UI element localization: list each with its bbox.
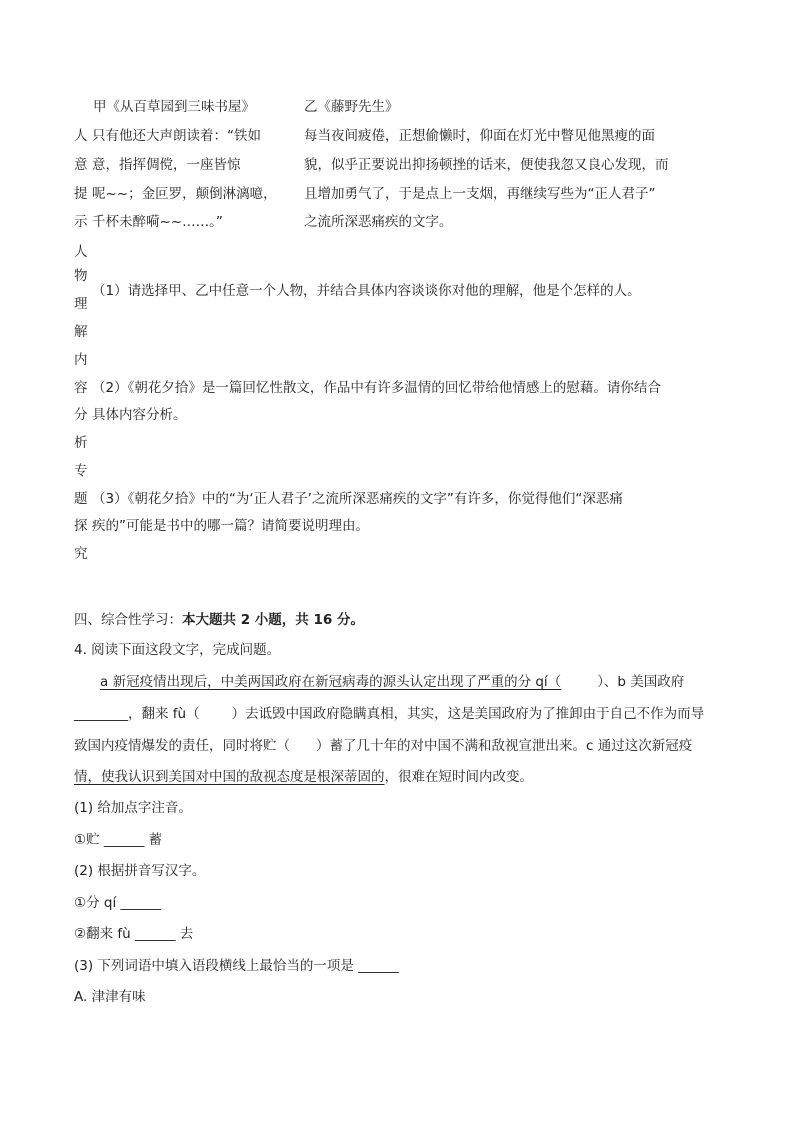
- yi-line: 之流所深恶痛疾的文字。: [304, 214, 453, 230]
- sub-question-2-item-1: ①分 qí ______: [74, 895, 162, 911]
- passage-text: ）、b 美国政府: [597, 674, 685, 690]
- question-2-line2: 具体内容分析。: [92, 407, 187, 423]
- side-label-char: 探: [74, 518, 88, 534]
- passage-text: ）: [231, 706, 246, 722]
- passage-line-2: [74, 704, 704, 724]
- sub-question-2: (2) 根据拼音写汉字。: [74, 863, 206, 879]
- passage-c-underlined: 情，使我认识到美国对中国的敌视态度是根深蒂固的: [74, 769, 385, 785]
- side-label-char: 究: [74, 546, 88, 562]
- jia-line: 千杯未醉嗬~~……。”: [92, 214, 223, 230]
- side-label-char: 分: [74, 407, 88, 423]
- section-heading-prefix: 四、综合性学习：: [74, 612, 182, 628]
- row-label-char: 示: [74, 214, 88, 230]
- side-label-char: 析: [74, 435, 88, 451]
- side-label-char: 专: [74, 463, 88, 479]
- jia-line: 只有他还大声朗读着：“铁如: [92, 128, 261, 144]
- option-a: A. 津津有味: [74, 989, 146, 1005]
- side-label-char: 题: [74, 491, 88, 507]
- passage-text: 去诋毁中国政府隐瞒真相，其实，这是美国政府为了推卸由于自己不作为而导: [245, 706, 705, 722]
- yi-line: 每当夜间疲倦，正想偷懒时，仰面在灯光中瞥见他黑瘦的面: [304, 128, 655, 144]
- side-label-char: 解: [74, 324, 88, 340]
- passage-a-underlined: a 新冠疫情出现后，中美两国政府在新冠病毒的源头认定出现了严重的分 qí（: [100, 674, 562, 690]
- header-yi: 乙《藤野先生》: [304, 99, 399, 115]
- question-4-title: 4. 阅读下面这段文字，完成问题。: [74, 642, 281, 658]
- fill-blank: ________: [74, 706, 128, 722]
- passage-line-3: [74, 736, 692, 756]
- side-label-char: 内: [74, 352, 88, 368]
- sub-question-1-item: ①贮 ______ 蓄: [74, 832, 163, 848]
- passage-line-1: [100, 672, 684, 692]
- question-1: （1）请选择甲、乙中任意一个人物，并结合具体内容谈谈你对他的理解，他是个怎样的人。: [92, 283, 641, 299]
- row-label-char: 人: [74, 128, 88, 144]
- yi-line: 貌，似乎正要说出抑扬顿挫的话来，便使我忽又良心发现，而: [304, 157, 669, 173]
- sub-question-1: (1) 给加点字注音。: [74, 800, 192, 816]
- question-3-line1: （3）《朝花夕拾》中的“为‘正人君子’之流所深恶痛疾的文字”有许多，你觉得他们“深恶痛: [92, 491, 623, 507]
- passage-text: ）蓄了几十年的对中国不满和敌视宣泄出来。c 通过这次新冠疫: [316, 738, 693, 754]
- section-heading: [74, 610, 364, 630]
- jia-line: 呢~~；金叵罗，颠倒淋漓噫，: [92, 186, 277, 202]
- row-label-char: 意: [74, 157, 88, 173]
- yi-line: 且增加勇气了，于是点上一支烟，再继续写些为“正人君子”: [304, 186, 656, 202]
- section-heading-bold: 本大题共 2 小题，共 16 分。: [182, 612, 364, 628]
- question-3-line2: 疾的”可能是书中的哪一篇？请简要说明理由。: [92, 518, 369, 534]
- side-label-char: 物: [74, 268, 88, 284]
- sub-question-2-item-2: ②翻来 fù ______ 去: [74, 926, 194, 942]
- jia-line: 意，指挥倜傥，一座皆惊: [92, 157, 241, 173]
- header-jia: 甲《从百草园到三味书屋》: [93, 99, 255, 115]
- passage-line-4: [74, 767, 533, 787]
- question-2-line1: （2）《朝花夕拾》是一篇回忆性散文，作品中有许多温情的回忆带给他情感上的慰藉。请你结合: [92, 380, 661, 396]
- side-label-char: 容: [74, 380, 88, 396]
- row-label-char: 提: [74, 186, 88, 202]
- sub-question-3: (3) 下列词语中填入语段横线上最恰当的一项是 ______: [74, 958, 399, 974]
- side-label-char: 人: [74, 244, 88, 260]
- passage-text: ，很难在短时间内改变。: [384, 769, 533, 785]
- side-label-char: 理: [74, 296, 88, 312]
- passage-text: 致国内疫情爆发的责任，同时将贮（: [74, 738, 290, 754]
- passage-text: ，翻来 fù（: [128, 706, 200, 722]
